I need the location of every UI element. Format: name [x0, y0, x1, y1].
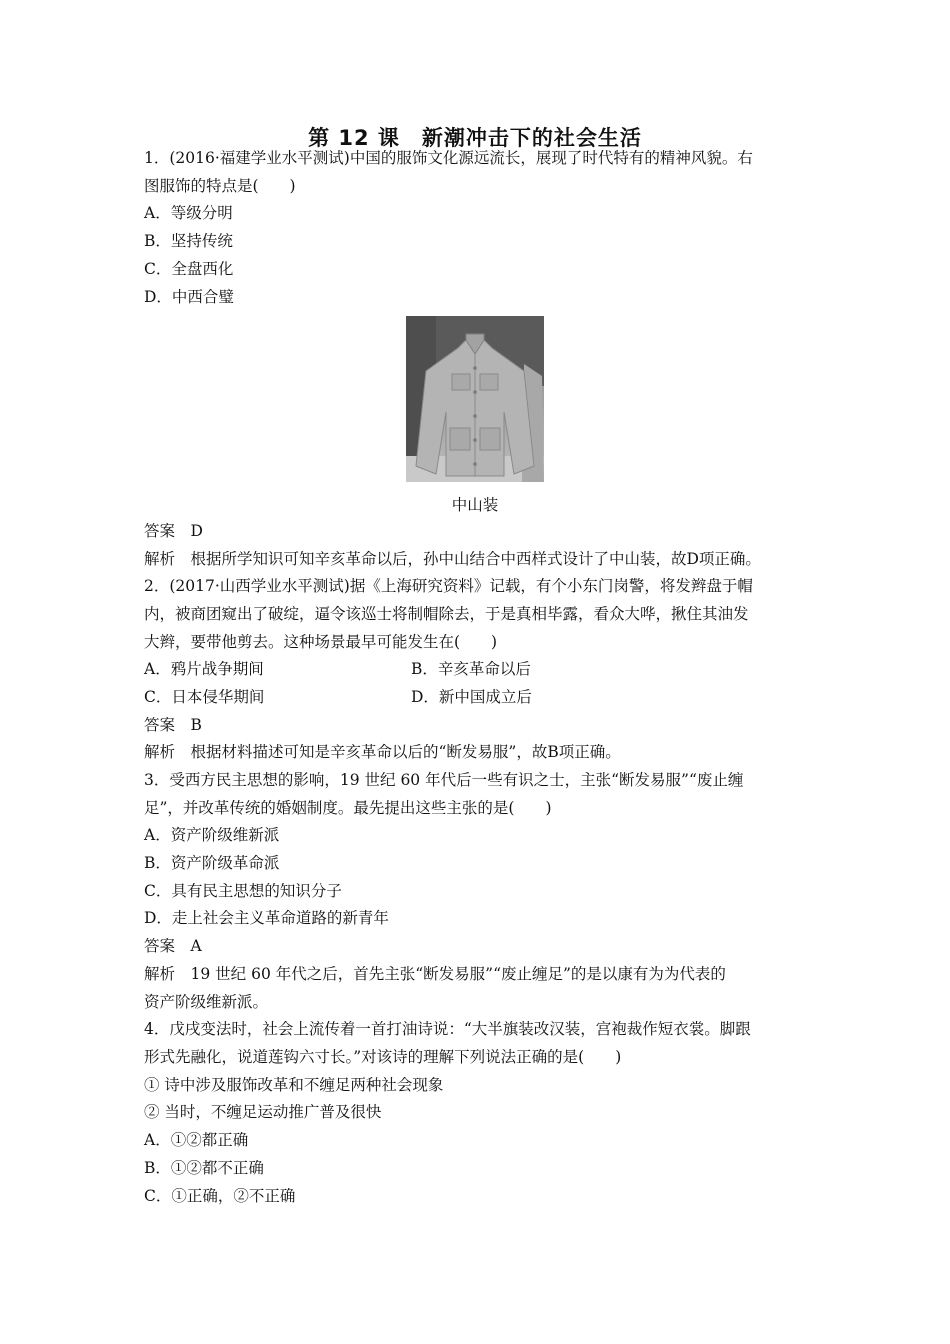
- q4-item-2: ② 当时，不缠足运动推广普及很快: [144, 1103, 382, 1121]
- q3-option-a: A．资产阶级维新派: [144, 826, 280, 844]
- q2-options-row-2: [144, 687, 809, 707]
- q1-stem-line-2: 图服饰的特点是( ): [144, 177, 296, 195]
- q3-analysis-line-1: 解析 19 世纪 60 年代之后，首先主张“断发易服”“废止缠足”的是以康有为为代表的: [144, 965, 726, 983]
- figure-caption: 中山装: [451, 496, 499, 514]
- q2-option-b: B．辛亥革命以后: [411, 660, 531, 678]
- q2-analysis: 解析 根据材料描述可知是辛亥革命以后的“断发易服”，故B项正确。: [144, 743, 621, 761]
- q3-analysis-line-2: 资产阶级维新派。: [144, 993, 269, 1011]
- q4-option-b: B．①②都不正确: [144, 1159, 264, 1177]
- q3-option-d: D．走上社会主义革命道路的新青年: [144, 909, 389, 927]
- q1-analysis: 解析 根据所学知识可知辛亥革命以后，孙中山结合中西样式设计了中山装，故D项正确。: [144, 550, 761, 568]
- q2-options-row-1: [144, 659, 809, 679]
- q3-option-c: C．具有民主思想的知识分子: [144, 882, 342, 900]
- q3-stem-line-1: 3．受西方民主思想的影响，19 世纪 60 年代后一些有识之士，主张“断发易服”“废止缠: [144, 771, 744, 789]
- zhongshan-suit-photo: [406, 316, 544, 482]
- q2-answer: 答案 B: [144, 716, 202, 734]
- lesson-title: 第 12 课 新潮冲击下的社会生活: [308, 126, 642, 150]
- q3-stem-line-2: 足”，并改革传统的婚姻制度。最先提出这些主张的是( ): [144, 799, 552, 817]
- q2-option-d: D．新中国成立后: [411, 688, 532, 706]
- q4-option-c: C．①正确，②不正确: [144, 1187, 296, 1205]
- q1-option-c: C．全盘西化: [144, 260, 234, 278]
- q4-item-1: ① 诗中涉及服饰改革和不缠足两种社会现象: [144, 1076, 444, 1094]
- q1-option-d: D．中西合璧: [144, 288, 234, 306]
- q4-stem-line-2: 形式先融化，说道莲钩六寸长。”对该诗的理解下列说法正确的是( ): [144, 1048, 622, 1066]
- q2-option-c: C．日本侵华期间: [144, 688, 265, 706]
- q2-stem-line-3: 大辫，要带他剪去。这种场景最早可能发生在( ): [144, 633, 498, 651]
- q3-answer: 答案 A: [144, 937, 202, 955]
- q4-option-a: A．①②都正确: [144, 1131, 249, 1149]
- q1-option-a: A．等级分明: [144, 204, 233, 222]
- q1-answer: 答案 D: [144, 522, 203, 540]
- q4-stem-line-1: 4．戊戌变法时，社会上流传着一首打油诗说：“大半旗装改汉装，宫袍裁作短衣裳。脚跟: [144, 1020, 751, 1038]
- q2-stem-line-2: 内，被商团窥出了破绽，逼令该巡士将制帽除去，于是真相毕露，看众大哗，揪住其油发: [144, 605, 749, 623]
- q1-option-b: B．坚持传统: [144, 232, 233, 250]
- q1-stem-line-1: 1．(2016·福建学业水平测试)中国的服饰文化源远流长，展现了时代特有的精神风貌。右: [144, 149, 753, 167]
- q3-option-b: B．资产阶级革命派: [144, 854, 280, 872]
- q2-stem-line-1: 2．(2017·山西学业水平测试)据《上海研究资料》记载，有个小东门岗警，将发辫盘于帽: [144, 577, 753, 595]
- q2-option-a: A．鸦片战争期间: [144, 660, 264, 678]
